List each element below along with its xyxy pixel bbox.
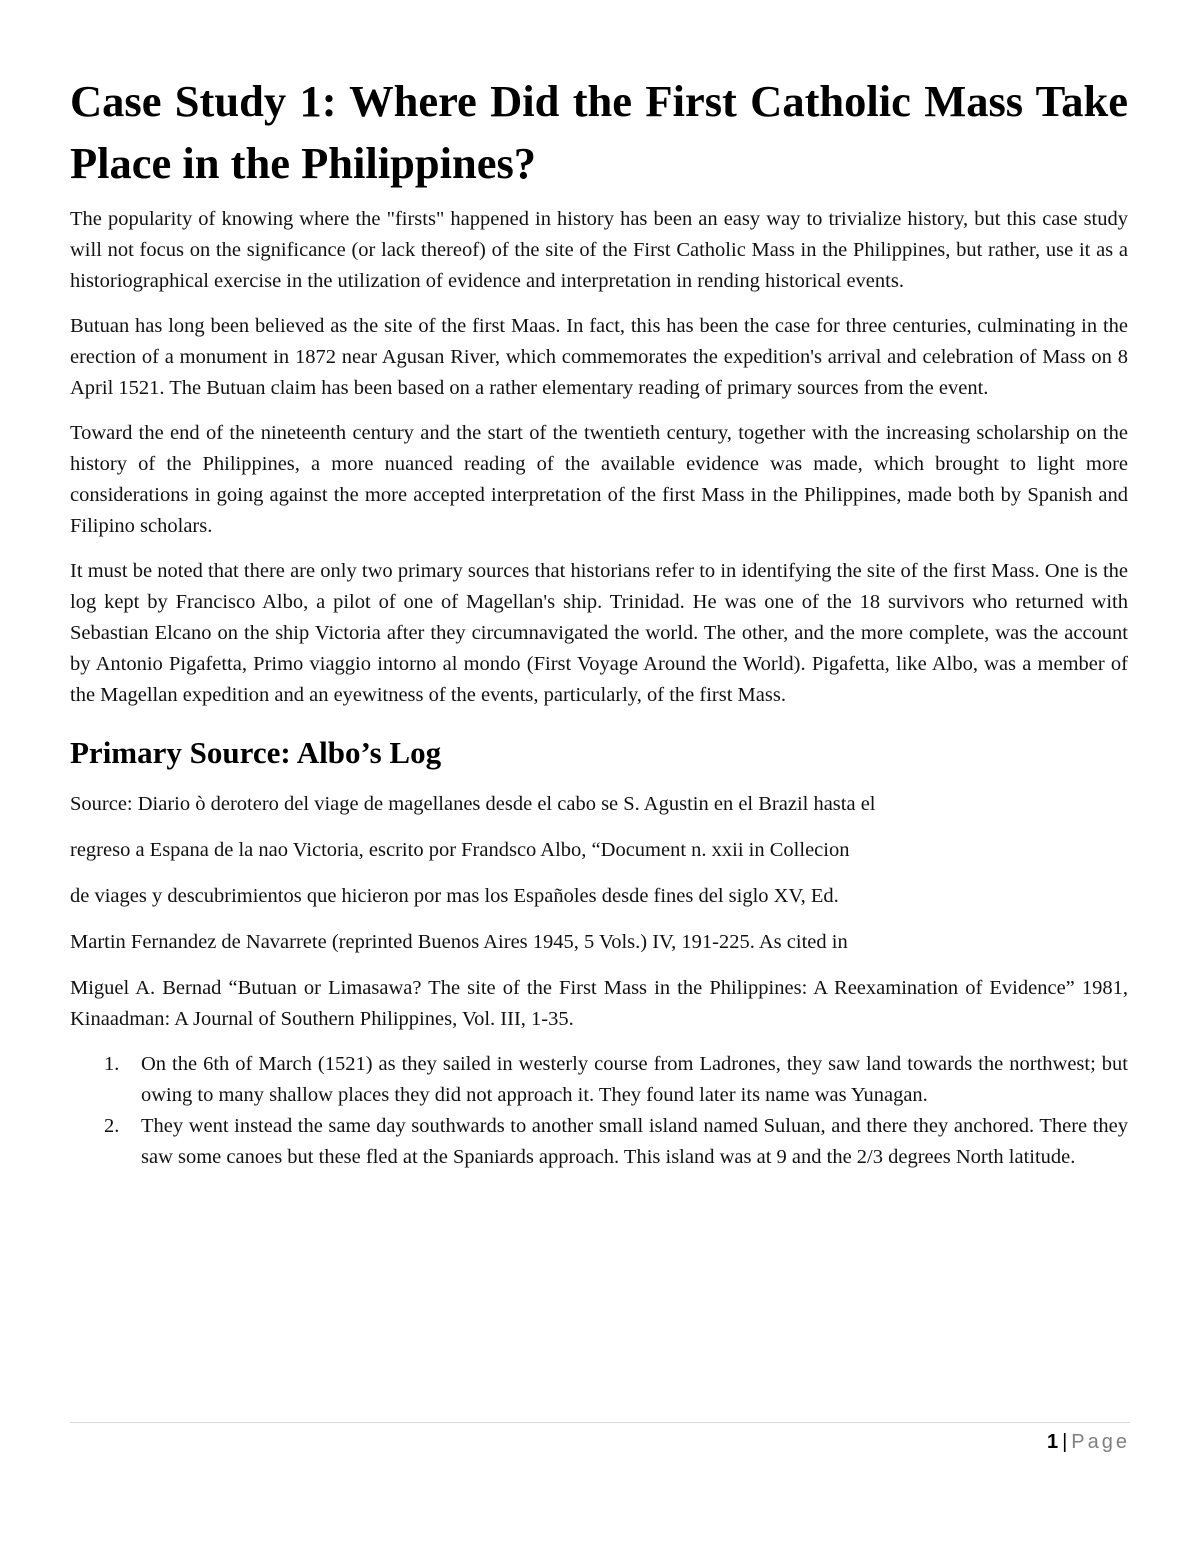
source-citation-line: regreso a Espana de la nao Victoria, escrito por Frandsco Albo, “Document n. xxii in Collecion <box>70 839 850 861</box>
list-item <box>70 1049 1128 1111</box>
paragraph-butuan: Butuan has long been believed as the site of the first Maas. In fact, this has been the case for three centuries, culminating in the erection of a monument in 1872 near Agusan River, which commemorates the expedition's arrival and celebration of Mass on 8 April 1521. The Butuan claim has been based on a rather elementary reading of primary sources from the event. <box>70 315 1128 399</box>
list-item-number: 1. <box>104 1053 120 1075</box>
paragraph-primary-sources: It must be noted that there are only two primary sources that historians refer to in identifying the site of the first Mass. One is the log kept by Francisco Albo, a pilot of one of Magellan's ship. Trinidad. He was one of the 18 survivors who returned with Sebastian Elcano on the ship Victoria after they circumnavigated the world. The other, and the more complete, was the account by Antonio Pigafetta, Primo viaggio intorno al mondo (First Voyage Around the World). Pigafetta, like Albo, was a member of the Magellan expedition and an eyewitness of the events, particularly, of the first Mass. <box>70 560 1128 706</box>
source-citation-line: de viages y descubrimientos que hicieron por mas los Españoles desde fines del siglo XV, Ed. <box>70 885 839 907</box>
document-page <box>70 70 1128 1173</box>
list-item-number: 2. <box>104 1115 120 1137</box>
footer-divider <box>70 1422 1130 1423</box>
paragraph-intro: The popularity of knowing where the "firsts" happened in history has been an easy way to trivialize history, but this case study will not focus on the significance (or lack thereof) of the site of the First Catholic Mass in the Philippines, but rather, use it as a historiographical exercise in the utilization of evidence and interpretation in rending historical events. <box>70 208 1128 292</box>
section-heading: Primary Source: Albo’s Log <box>70 735 442 770</box>
footer-page-number: 1 <box>1046 1431 1059 1453</box>
footer-separator: | <box>1062 1431 1068 1453</box>
source-citation-line: Source: Diario ò derotero del viage de magellanes desde el cabo se S. Agustin en el Brazil hasta el <box>70 793 876 815</box>
list-item <box>70 1111 1128 1173</box>
footer-page-label: Page <box>1071 1431 1130 1453</box>
list-item-text: On the 6th of March (1521) as they sailed in westerly course from Ladrones, they saw land towards the northwest; but owing to many shallow places they did not approach it. They found later its name was Yunagan. <box>141 1053 1128 1106</box>
page-footer <box>1047 1428 1130 1456</box>
page-title: Case Study 1: Where Did the First Catholic Mass Take Place in the Philippines? <box>70 76 1128 188</box>
paragraph-scholarship: Toward the end of the nineteenth century and the start of the twentieth century, together with the increasing scholarship on the history of the Philippines, a more nuanced reading of the available evidence was made, which brought to light more considerations in going against the more accepted interpretation of the first Mass in the Philippines, made both by Spanish and Filipino scholars. <box>70 422 1128 537</box>
source-citation-line: Miguel A. Bernad “Butuan or Limasawa? The site of the First Mass in the Philippines: A Reexamination of Evidence” 1981, Kinaadman: A Journal of Southern Philippines, Vol. III, 1-35. <box>70 977 1128 1030</box>
numbered-list <box>70 1049 1128 1173</box>
list-item-text: They went instead the same day southwards to another small island named Suluan, and there they anchored. There they saw some canoes but these fled at the Spaniards approach. This island was at 9 and the 2/3 degrees North latitude. <box>141 1115 1128 1168</box>
source-citation-line: Martin Fernandez de Navarrete (reprinted Buenos Aires 1945, 5 Vols.) IV, 191-225. As cited in <box>70 931 848 953</box>
